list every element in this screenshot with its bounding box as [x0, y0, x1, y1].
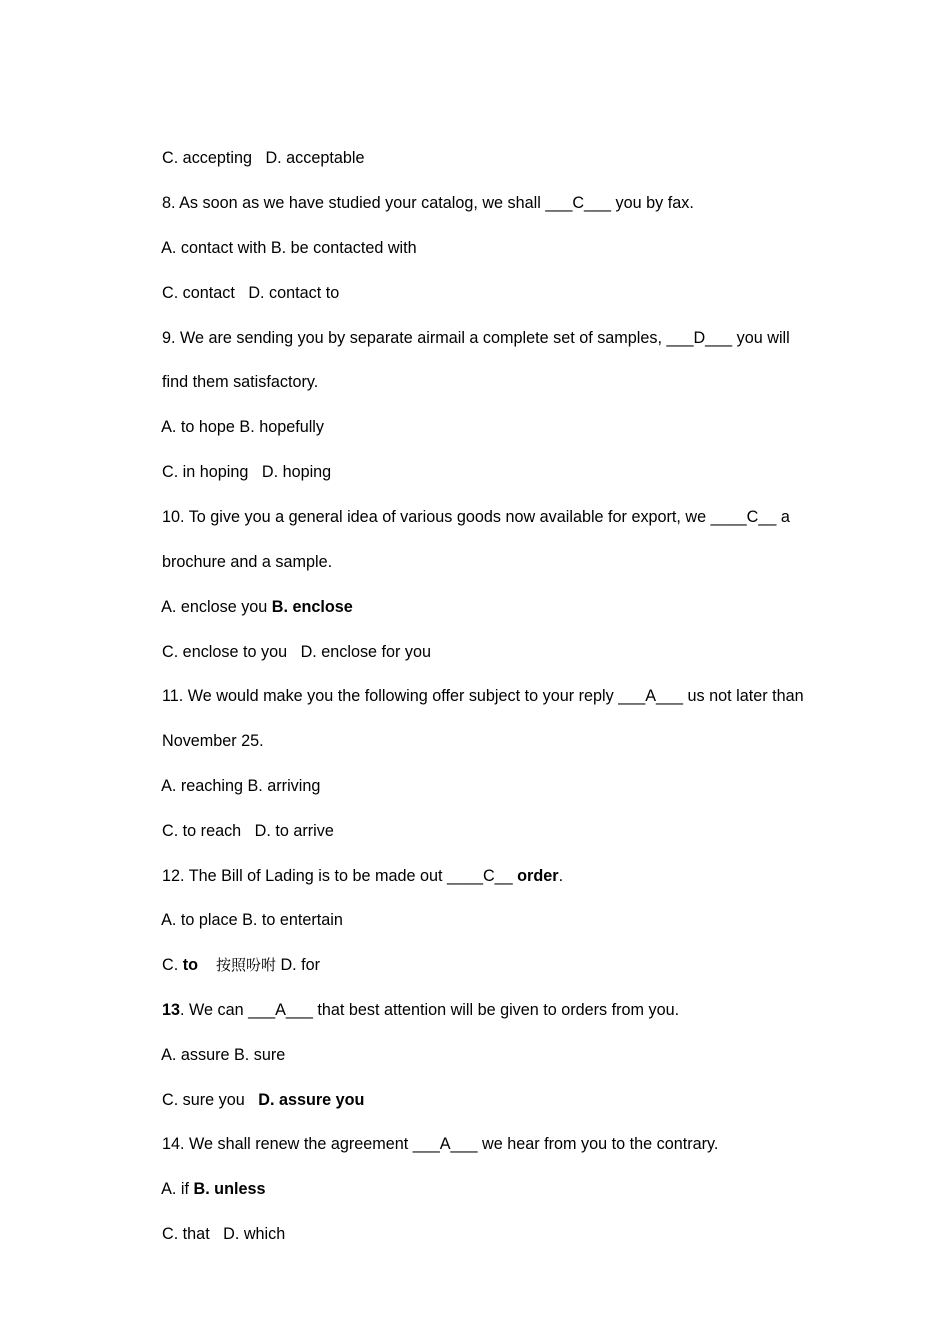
bold-segment: B. enclose: [271, 598, 353, 616]
bold-segment: to: [182, 956, 198, 974]
text-segment: C. in hoping D. hoping: [162, 463, 332, 481]
text-segment: D. for: [275, 956, 321, 974]
text-segment: 10. To give you a general idea of various goods now available for export, we ____C__ a: [162, 508, 790, 526]
text-segment: .: [558, 867, 564, 885]
text-segment: A. to hope B. hopefully: [161, 418, 324, 436]
bold-segment: D. assure you: [258, 1091, 365, 1109]
text-segment: C.: [162, 956, 183, 974]
text-segment: brochure and a sample.: [162, 553, 333, 571]
text-segment: A. enclose you: [161, 598, 272, 616]
text-segment: find them satisfactory.: [162, 373, 319, 391]
question-14-options-cd: [144, 1204, 285, 1264]
text-segment: 14. We shall renew the agreement ___A___ we hear from you to the contrary.: [162, 1135, 719, 1153]
text-segment: [198, 956, 216, 974]
bold-segment: B. unless: [193, 1180, 266, 1198]
chinese-note: 按照吩咐: [215, 956, 276, 974]
text-segment: C. accepting D. acceptable: [162, 149, 365, 167]
text-segment: C. that D. which: [162, 1225, 286, 1243]
text-segment: 8. As soon as we have studied your catalog, we shall ___C___ you by fax.: [162, 194, 694, 212]
text-segment: November 25.: [162, 732, 264, 750]
bold-segment: 13: [162, 1001, 181, 1019]
text-segment: A. assure B. sure: [161, 1046, 286, 1064]
text-segment: C. sure you: [162, 1091, 259, 1109]
text-segment: . We can ___A___ that best attention will be given to orders from you.: [180, 1001, 680, 1019]
text-segment: C. to reach D. to arrive: [162, 822, 334, 840]
text-segment: A. if: [161, 1180, 194, 1198]
text-segment: 12. The Bill of Lading is to be made out ____C__: [162, 867, 518, 885]
text-segment: A. contact with B. be contacted with: [161, 239, 417, 257]
text-segment: C. contact D. contact to: [162, 284, 340, 302]
text-segment: C. enclose to you D. enclose for you: [162, 643, 432, 661]
text-segment: 9. We are sending you by separate airmail a complete set of samples, ___D___ you will: [162, 329, 790, 347]
text-segment: 11. We would make you the following offer subject to your reply ___A___ us not later than: [162, 687, 804, 705]
text-segment: A. to place B. to entertain: [161, 911, 343, 929]
bold-segment: order: [517, 867, 559, 885]
text-segment: A. reaching B. arriving: [161, 777, 321, 795]
